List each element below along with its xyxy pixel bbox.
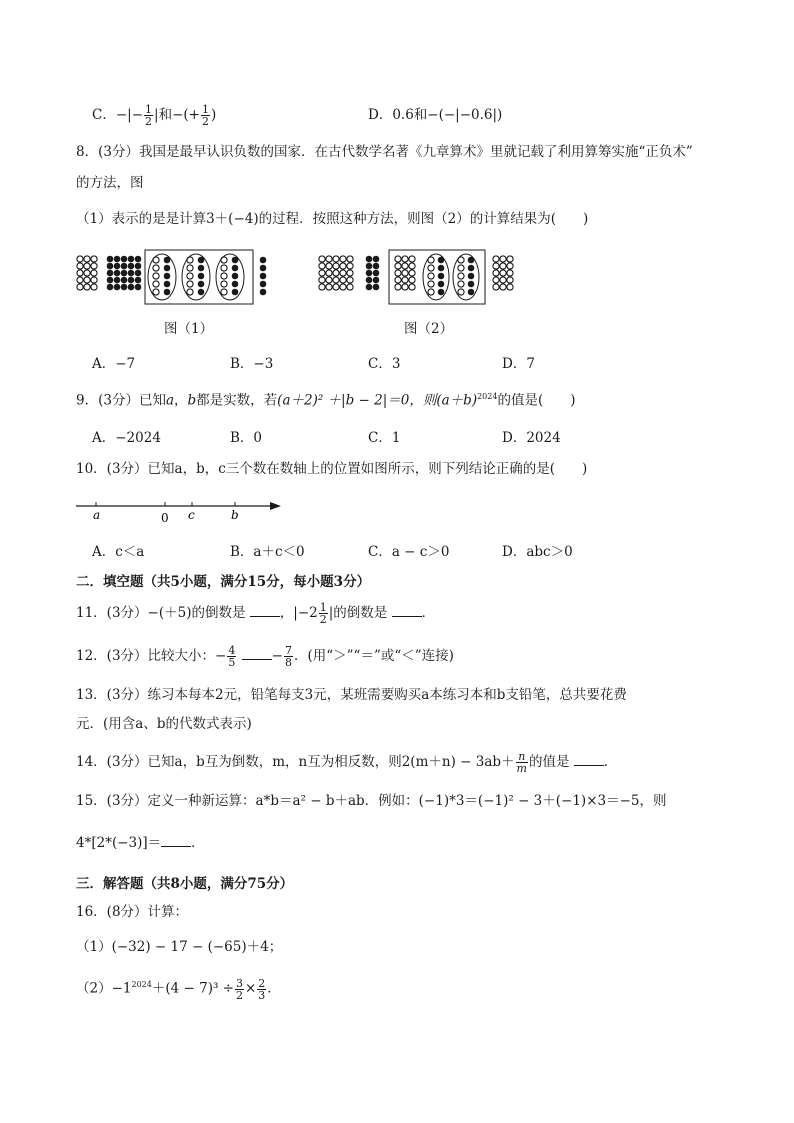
q11-blank-1 [250, 604, 280, 617]
axis-label-a: a [93, 508, 101, 522]
q11-blank-2 [392, 604, 422, 617]
q9-option-a: A．−2024 [92, 430, 161, 446]
figure-1-caption: 图（1） [164, 321, 214, 337]
q12-blank [242, 647, 272, 660]
section-3-title: 三．解答题（共8小题，满分75分） [76, 876, 294, 892]
q15-stem-line2: 4*[2*(−3)]＝ ． [76, 835, 205, 851]
axis-label-c: c [188, 508, 195, 522]
q10-stem: 10．(3分）已知a，b，c三个数在数轴上的位置如图所示，则下列结论正确的是( ) [76, 461, 588, 477]
q9-option-c: C．1 [368, 430, 401, 446]
q16-part-2: $(2)-1^{2024}+(4 - 7)^3$ ÷ $\frac{3}{2}$ × $\frac{2}{3}$ ． [76, 976, 281, 1002]
q14-stem: 14．(3分）已知a，b互为倒数，m，n互为相反数，则2(m＋n) − 3ab＋ $\frac{n}{m}$ 的值是 ． [76, 750, 618, 775]
q10-option-b: B．a＋c＜0 [230, 544, 305, 560]
axis-label-b: b [231, 508, 239, 522]
q8-option-c: C．3 [368, 356, 401, 372]
q8-stem-line2: 的方法，图 [76, 175, 144, 191]
figure-2-rods [319, 250, 513, 304]
q10-option-c: C．a − c＞0 [368, 544, 450, 560]
q16-part-1: （1）(−32) − 17 − (−65)＋4； [76, 939, 283, 955]
q8-stem-line3: （1）表示的是是计算3＋(−4)的过程．按照这种方法，则图（2）的计算结果为( ) [76, 211, 589, 227]
section-2-title: 二．填空题（共5小题，满分15分，每小题3分） [76, 574, 371, 590]
q8-option-d: D．7 [502, 356, 535, 372]
figure-2-caption: 图（2） [404, 321, 454, 337]
q7-option-d: D．0.6和−(−|−0.6|) [368, 107, 503, 123]
figure-1-rods [77, 250, 266, 304]
q8-option-a: A．−7 [92, 356, 136, 372]
axis-label-0: 0 [161, 511, 169, 525]
q10-option-a: A．c＜a [92, 544, 145, 560]
q15-stem-line1: 15．(3分）定义一种新运算：a*b＝a² − b＋ab．例如：(−1)*3＝(−1)² − 3＋(−1)×3＝−5，则 [76, 793, 667, 809]
q13-stem-line2: 元．(用含a、b的代数式表示) [76, 716, 252, 732]
q10-option-d: D．abc＞0 [502, 544, 573, 560]
q12-stem: 12．(3分）比较大小：− $\frac{4}{5}$ − $\frac{7}{8}$ ．(用“＞”“＝”或“＜”连接) [76, 644, 454, 669]
q9-option-d: D．2024 [502, 430, 561, 446]
q8-stem-line1: 8．(3分）我国是最早认识负数的国家．在古代数学名著《九章算术》里就记载了利用算筹实施“正负术” [76, 144, 693, 160]
q7-option-c: C．−|− $\frac{1}{2}$ |和−(+ $\frac{1}{2}$ ) [92, 103, 217, 128]
q15-blank [161, 834, 191, 847]
q13-stem-line1: 13．(3分）练习本每本2元，铅笔每支3元，某班需要购买a本练习本和b支铅笔，总共要花费 [76, 687, 627, 703]
q10-number-line [74, 494, 289, 526]
arrow-right-icon [270, 502, 281, 510]
q14-blank [574, 753, 604, 766]
q8-counting-rods-figure [70, 244, 530, 344]
q11-stem: 11．(3分）−(＋5)的倒数是 ，|−2 $\frac{1}{2}$ |的倒数是 ． [76, 601, 436, 626]
q8-option-b: B．−3 [230, 356, 274, 372]
q9-option-b: B．0 [230, 430, 263, 446]
q9-stem: 9．(3分）已知a，b都是实数，若(a＋2)² ＋|b − 2|＝0，则$(a+b)^{2024}$的值是( ) [76, 392, 576, 409]
q16-stem: 16．(8分）计算： [76, 904, 189, 920]
